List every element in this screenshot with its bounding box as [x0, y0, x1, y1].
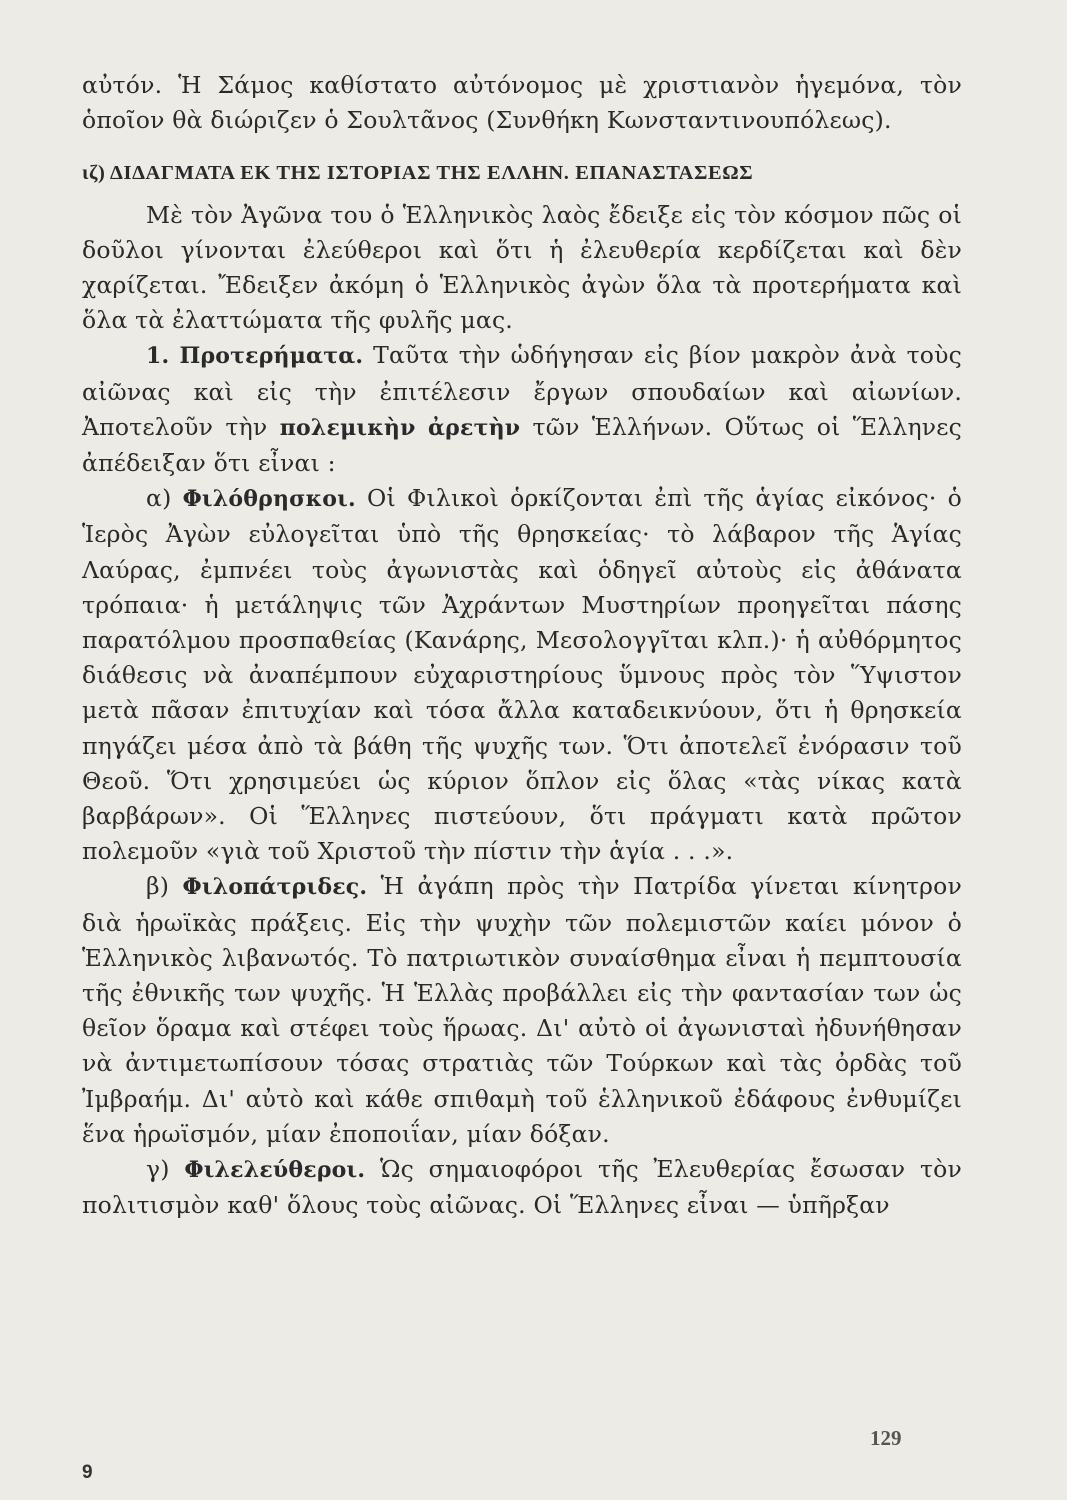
- item-c-marker: γ): [146, 1155, 185, 1184]
- intro-text: αὐτόν. Ἡ Σάμος καθίστατο αὐτόνομος μὲ χριστιανὸν ἡγεμόνα, τὸν ὁποῖον θὰ διώριζεν ὁ Σουλτᾶνος (Συνθήκη Κωνσταντινουπόλεως).: [82, 71, 962, 135]
- item-b-label: Φιλοπάτριδες.: [182, 874, 368, 901]
- item-a-label: Φιλόθρησκοι.: [182, 486, 356, 513]
- printer-signature: 9: [82, 1462, 93, 1483]
- item-c-text: Ὡς σημαιοφόροι τῆς Ἐλευθερίας ἔσωσαν τὸν πολιτισμὸν καθ' ὅλους τοὺς αἰῶνας. Οἱ Ἕλληνες εἶναι — ὑπῆρξαν: [82, 1155, 962, 1220]
- item-b-paragraph: [82, 869, 962, 1152]
- item-b-marker: β): [146, 872, 183, 901]
- point-1-text-2: τῶν Ἑλλήνων. Οὕτως οἱ Ἕλληνες ἀπέδειξαν ὅτι εἶναι :: [82, 412, 962, 478]
- section-heading: ιζ) ΔΙΔΑΓΜΑΤΑ ΕΚ ΤΗΣ ΙΣΤΟΡΙΑΣ ΤΗΣ ΕΛΛΗΝ. ΕΠΑΝΑΣΤΑΣΕΩΣ: [82, 162, 754, 185]
- page-body: [82, 68, 962, 1224]
- lead-text: Μὲ τὸν Ἀγῶνα του ὁ Ἑλληνικὸς λαὸς ἔδειξε εἰς τὸν κόσμον πῶς οἱ δοῦλοι γίνονται ἐλεύθεροι καὶ ὅτι ἡ ἐλευθερία κερδίζεται καὶ δὲν χαρίζεται. Ἔδειξεν ἀκόμη ὁ Ἑλληνικὸς ἀγὼν ὅλα τὰ προτερήματα καὶ ὅλα τὰ ἐλαττώματα τῆς φυλῆς μας.: [82, 200, 962, 335]
- point-1-label: 1. Προτερήματα.: [146, 343, 364, 370]
- point-1-paragraph: [82, 338, 962, 481]
- page-number: 129: [870, 1426, 902, 1450]
- item-c-label: Φιλελεύθεροι.: [184, 1157, 366, 1184]
- point-1-text-1: Ταῦτα τὴν ὡδήγησαν εἰς βίον μακρὸν ἀνὰ τοὺς αἰῶνας καὶ εἰς τὴν ἐπιτέλεσιν ἔργων σπουδαίων καὶ αἰωνίων. Ἀποτελοῦν τὴν: [82, 341, 962, 441]
- point-1-bold-term: πολεμικὴν ἀρετὴν: [279, 414, 521, 441]
- lead-paragraph: [82, 198, 962, 339]
- item-b-text: Ἡ ἀγάπη πρὸς τὴν Πατρίδα γίνεται κίνητρον διὰ ἡρωϊκὰς πράξεις. Εἰς τὴν ψυχὴν τῶν πολεμιστῶν καίει μόνον ὁ Ἑλληνικὸς λιβανωτός. Τὸ πατριωτικὸν συναίσθημα εἶναι ἡ πεμπτουσία τῆς ἐθνικῆς των ψυχῆς. Ἡ Ἑλλὰς προβάλλει εἰς τὴν φαντασίαν των ὡς θεῖον ὅραμα καὶ στέφει τοὺς ἥρωας. Δι' αὐτὸ οἱ ἀγωνισταὶ ἠδυνήθησαν νὰ ἀντιμετωπίσουν τόσας στρατιὰς τῶν Τούρκων καὶ τὰς ὀρδὰς τοῦ Ἰμβραήμ. Δι' αὐτὸ καὶ κάθε σπιθαμὴ τοῦ ἑλληνικοῦ ἐδάφους ἐνθυμίζει ἕνα ἡρωϊσμόν, μίαν ἐποποιΐαν, μίαν δόξαν.: [82, 872, 963, 1148]
- intro-paragraph: [82, 68, 962, 138]
- item-c-paragraph: [82, 1152, 962, 1223]
- item-a-marker: α): [146, 484, 183, 513]
- item-a-text: Οἱ Φιλικοὶ ὁρκίζονται ἐπὶ τῆς ἁγίας εἰκόνος· ὁ Ἱερὸς Ἀγὼν εὐλογεῖται ὑπὸ τῆς θρησκείας· τὸ λάβαρον τῆς Ἁγίας Λαύρας, ἐμπνέει τοὺς ἀγωνιστὰς καὶ ὁδηγεῖ αὐτοὺς εἰς ἀθάνατα τρόπαια· ἡ μετάληψις τῶν Ἀχράντων Μυστηρίων προηγεῖται πάσης παρατόλμου προσπαθείας (Κανάρης, Μεσολογγῖται κλπ.)· ἡ αὐθόρμητος διάθεσις νὰ ἀναπέμπουν εὐχαριστηρίους ὕμνους πρὸς τὸν Ὕψιστον μετὰ πᾶσαν ἐπιτυχίαν καὶ τόσα ἄλλα καταδεικνύουν, ὅτι ἡ θρησκεία πηγάζει μέσα ἀπὸ τὰ βάθη τῆς ψυχῆς των. Ὅτι ἀποτελεῖ ἐνόρασιν τοῦ Θεοῦ. Ὅτι χρησιμεύει ὡς κύριον ὅπλον εἰς ὅλας «τὰς νίκας κατὰ βαρβάρων». Οἱ Ἕλληνες πιστεύουν, ὅτι πράγματι κατὰ πρῶτον πολεμοῦν «γιὰ τοῦ Χριστοῦ τὴν πίστιν τὴν ἁγία . . .».: [82, 484, 962, 866]
- item-a-paragraph: [82, 481, 962, 869]
